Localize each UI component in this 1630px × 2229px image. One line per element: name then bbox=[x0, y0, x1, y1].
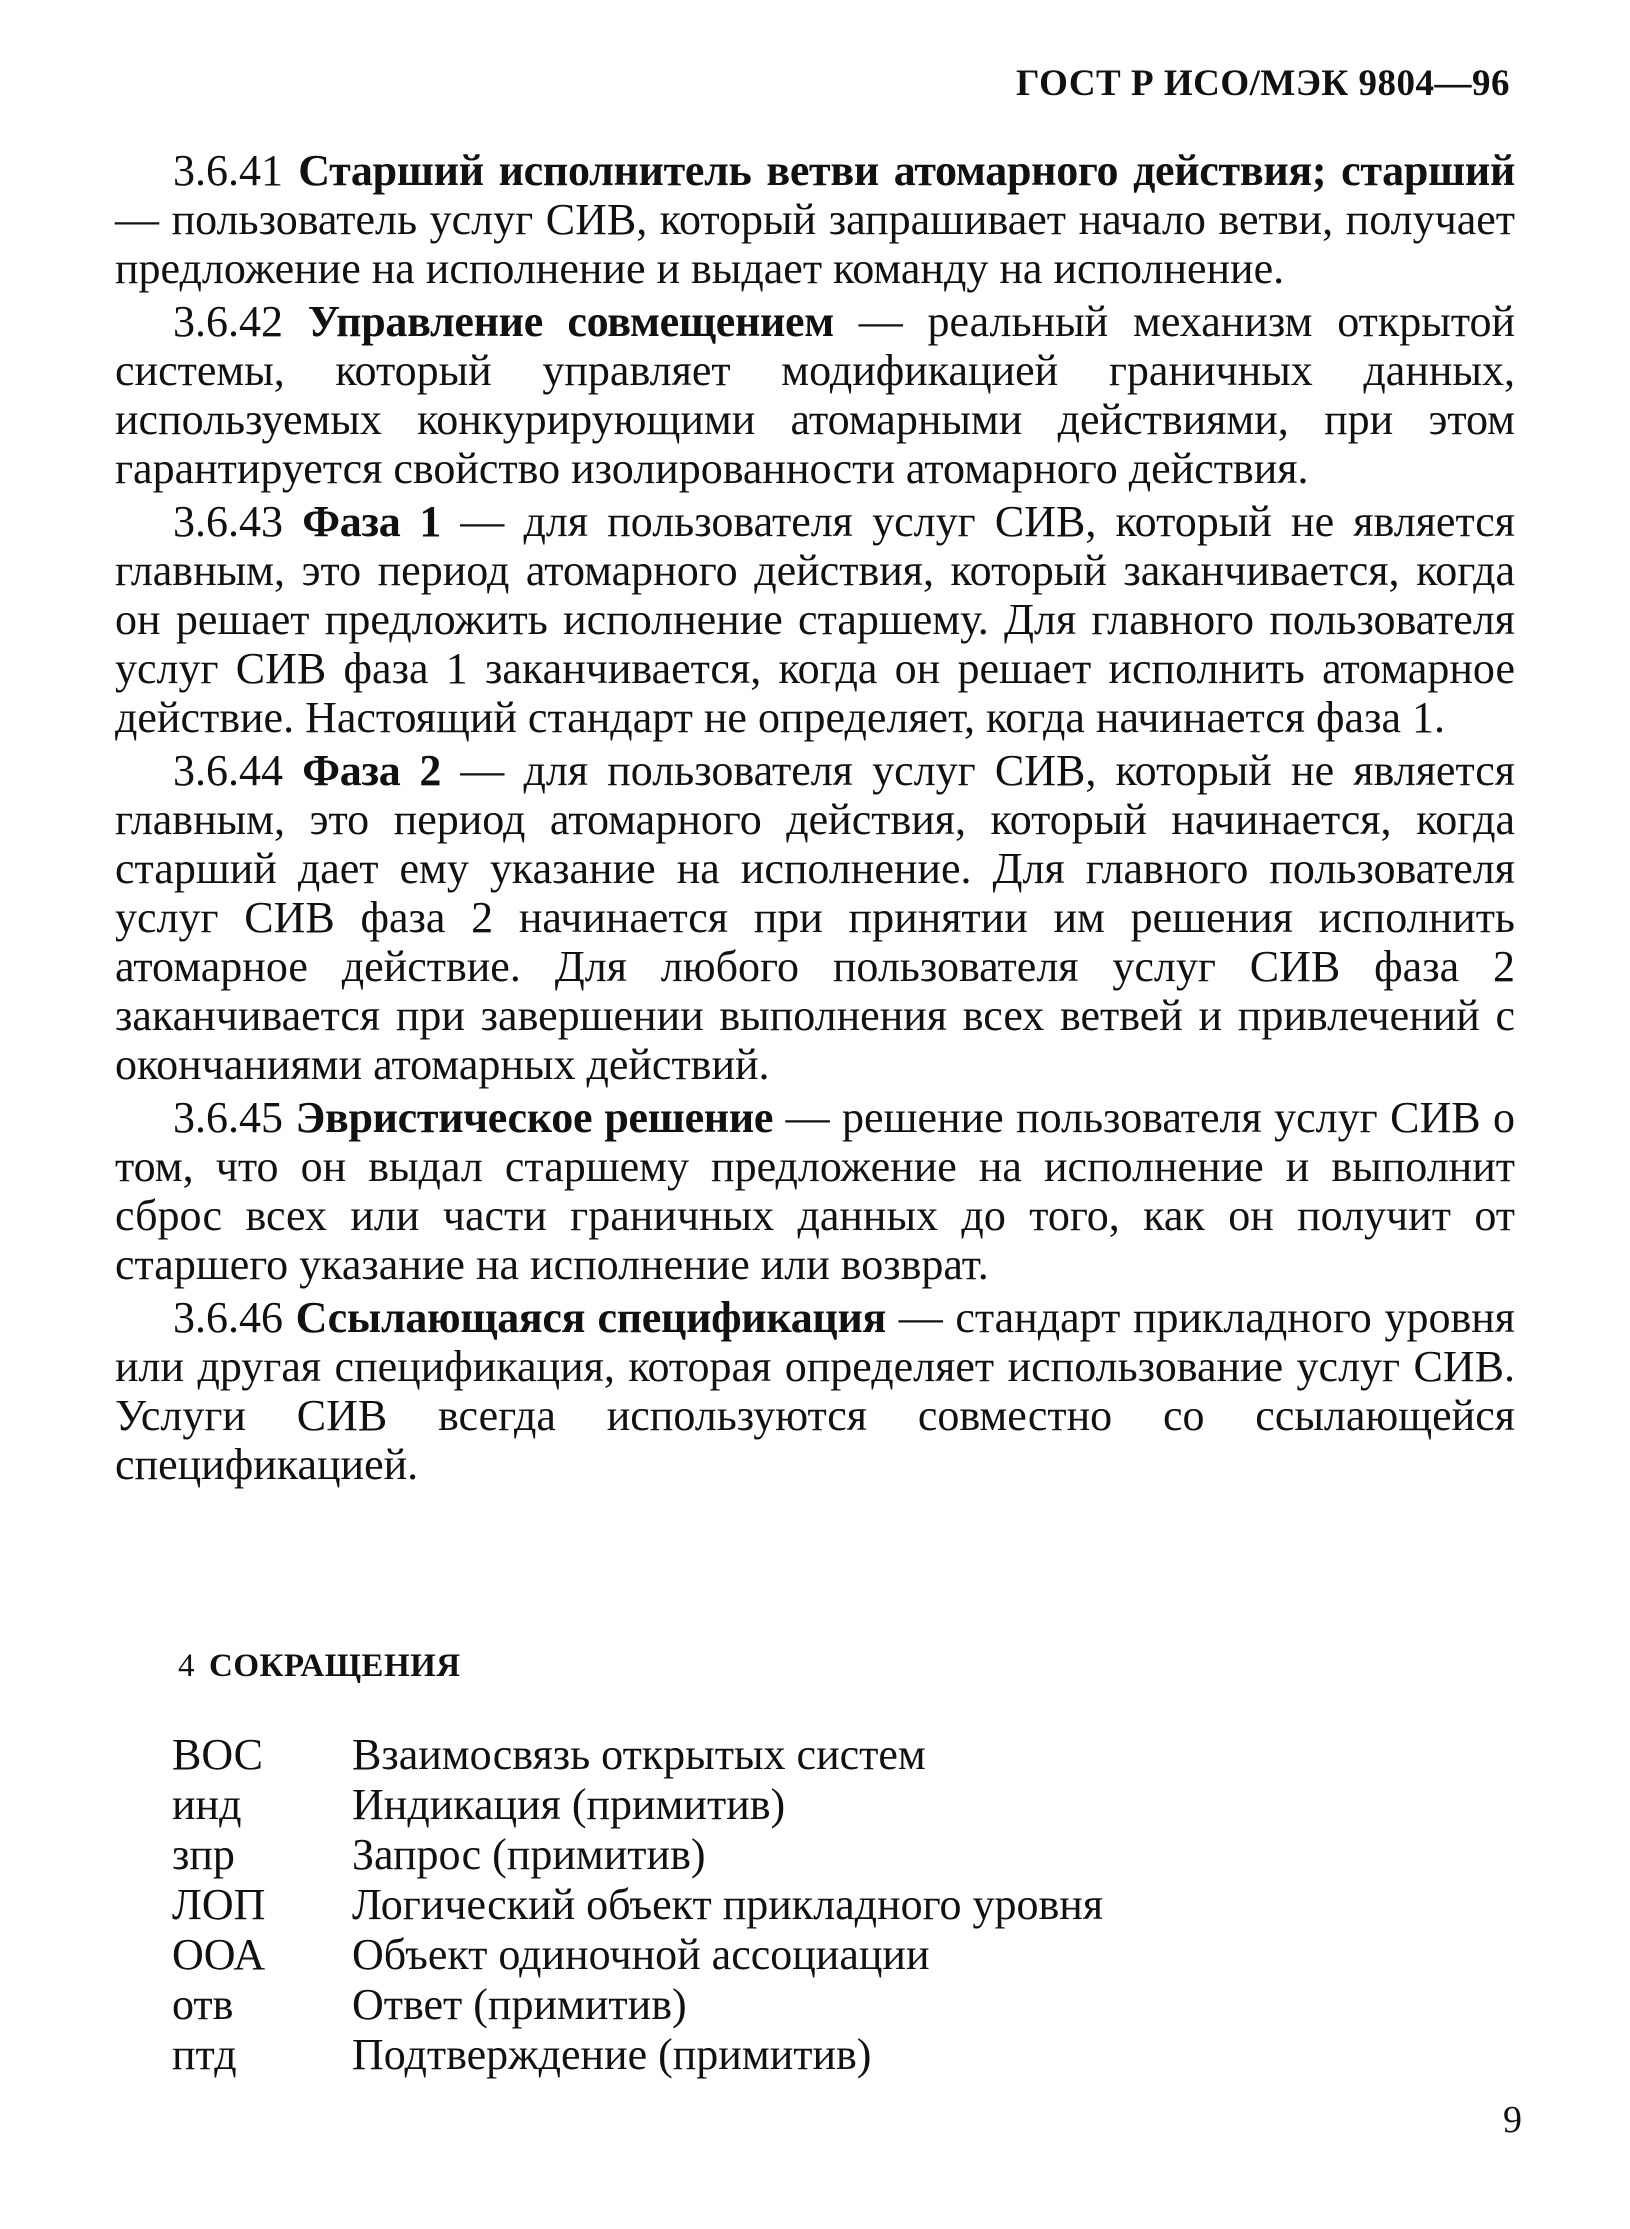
definition-text: — стандарт прикладного уровня или другая спецификация, которая определяет использование услуг СИВ. Услуги СИВ всегда используются совместно со ссылающейся спецификацией. bbox=[115, 1293, 1516, 1489]
abbreviations-list bbox=[172, 1730, 1103, 2080]
abbreviation-meaning: Взаимосвязь открытых систем bbox=[352, 1730, 926, 1779]
definition-3-6-44 bbox=[115, 746, 1515, 1089]
definition-3-6-42 bbox=[115, 297, 1515, 493]
definition-3-6-45 bbox=[115, 1093, 1515, 1289]
document-header: ГОСТ Р ИСО/МЭК 9804—96 bbox=[1015, 63, 1510, 104]
section-title: СОКРАЩЕНИЯ bbox=[209, 1648, 461, 1684]
abbreviation-meaning: Запрос (примитив) bbox=[352, 1830, 706, 1879]
abbreviation-meaning: Логический объект прикладного уровня bbox=[352, 1880, 1104, 1929]
definition-number: 3.6.43 bbox=[173, 497, 283, 546]
definition-number: 3.6.42 bbox=[173, 297, 283, 346]
definition-term: Фаза 2 bbox=[302, 746, 442, 795]
definition-number: 3.6.41 bbox=[173, 146, 283, 195]
section-heading bbox=[178, 1648, 461, 1685]
definition-text: — для пользователя услуг СИВ, который не является главным, это период атомарного действия, который заканчивается, когда он решает предложить исполнение старшему. Для главного пользователя услуг СИВ фаза 1 заканчивается, когда он решает исполнить атомарное действие. Настоящий стандарт не определяет, когда начинается фаза 1. bbox=[115, 497, 1515, 742]
definition-text: — решение пользователя услуг СИВ о том, что он выдал старшему предложение на исполнение и выполнит сброс всех или части граничных данных до того, как он получит от старшего указание на исполнение или возврат. bbox=[115, 1093, 1516, 1289]
definition-term: Эвристическое решение bbox=[295, 1093, 774, 1142]
abbreviation-meaning: Объект одиночной ассоциации bbox=[352, 1930, 930, 1979]
definitions-section bbox=[115, 146, 1515, 1493]
definition-3-6-41 bbox=[115, 146, 1515, 293]
abbreviation-meaning: Индикация (примитив) bbox=[352, 1780, 786, 1829]
definition-text: — для пользователя услуг СИВ, который не является главным, это период атомарного действия, который начинается, когда старший дает ему указание на исполнение. Для главного пользователя услуг СИВ фаза 2 начинается при принятии им решения исполнить атомарное действие. Для любого пользователя услуг СИВ фаза 2 заканчивается при завершении выполнения всех ветвей и привлечений с окончаниями атомарных действий. bbox=[115, 746, 1515, 1089]
abbreviation-term: инд bbox=[172, 1780, 242, 1829]
abbreviation-term: ООА bbox=[172, 1930, 266, 1979]
abbreviation-row bbox=[172, 1730, 1103, 1780]
abbreviation-meaning: Подтверждение (примитив) bbox=[352, 2030, 872, 2079]
abbreviation-term: ВОС bbox=[172, 1730, 264, 1779]
abbreviation-row bbox=[172, 1980, 1103, 2030]
section-number: 4 bbox=[178, 1648, 195, 1684]
abbreviation-term: зпр bbox=[172, 1830, 235, 1879]
definition-text: — реальный механизм открытой системы, который управляет модификацией граничных данных, используемых конкурирующими атомарными действиями, при этом гарантируется свойство изолированности атомарного действия. bbox=[115, 297, 1516, 493]
abbreviation-term: ЛОП bbox=[172, 1880, 266, 1929]
abbreviation-row bbox=[172, 1880, 1103, 1930]
definition-term: Ссылающаяся спецификация bbox=[295, 1293, 887, 1342]
abbreviation-row bbox=[172, 1830, 1103, 1880]
abbreviation-row bbox=[172, 2030, 1103, 2080]
definition-number: 3.6.46 bbox=[173, 1293, 283, 1342]
definition-number: 3.6.44 bbox=[173, 746, 283, 795]
page-number: 9 bbox=[1503, 2099, 1522, 2141]
abbreviation-row bbox=[172, 1780, 1103, 1830]
abbreviation-meaning: Ответ (примитив) bbox=[352, 1980, 687, 2029]
definition-term: Управление совмещением bbox=[307, 297, 834, 346]
definition-3-6-43 bbox=[115, 497, 1515, 742]
definition-number: 3.6.45 bbox=[173, 1093, 283, 1142]
abbreviation-row bbox=[172, 1930, 1103, 1980]
definition-3-6-46 bbox=[115, 1293, 1515, 1489]
definition-text: — пользователь услуг СИВ, который запрашивает начало ветви, получает предложение на исполнение и выдает команду на исполнение. bbox=[115, 195, 1515, 293]
abbreviation-term: птд bbox=[172, 2030, 237, 2079]
abbreviation-term: отв bbox=[172, 1980, 234, 2029]
definition-term: Старший исполнитель ветви атомарного действия; старший bbox=[298, 146, 1516, 195]
definition-term: Фаза 1 bbox=[302, 497, 442, 546]
